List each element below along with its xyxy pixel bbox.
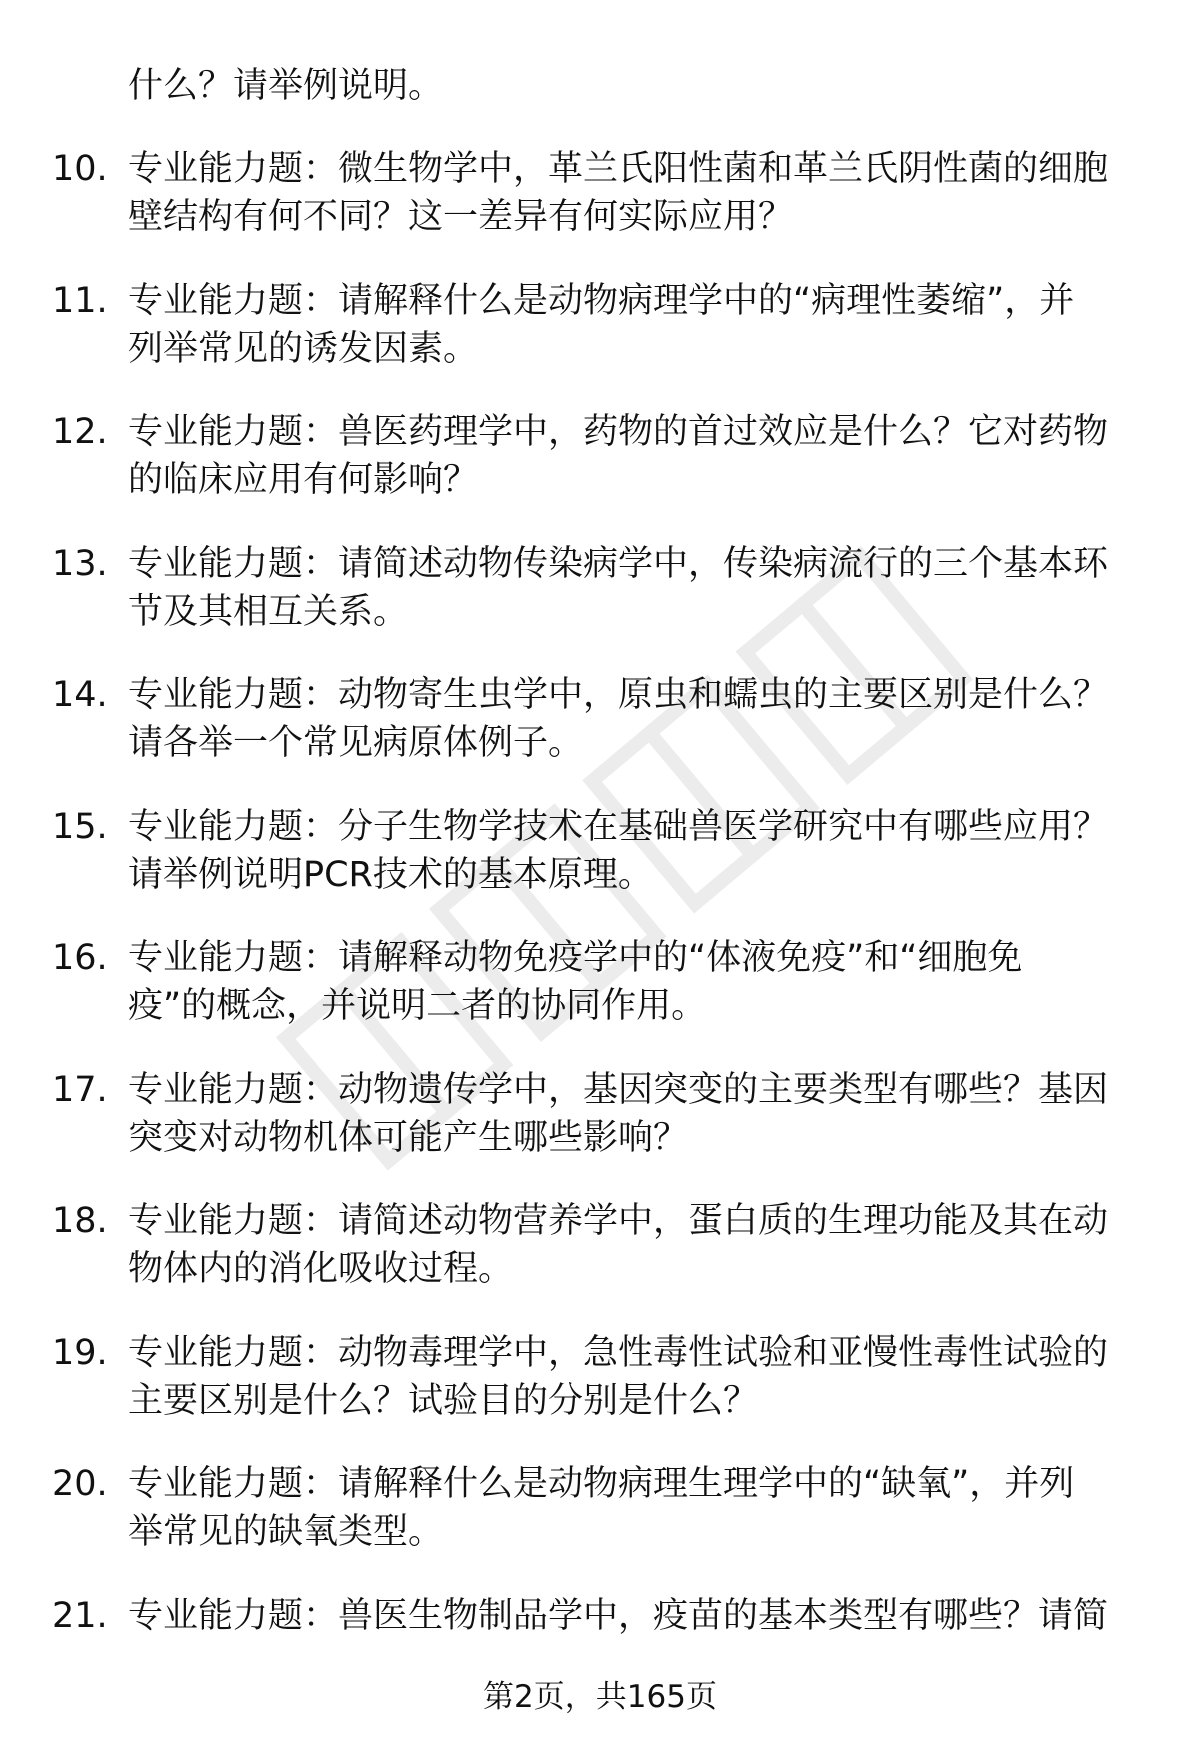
question-line: 疫”的概念，并说明二者的协同作用。: [128, 986, 707, 1026]
question-text: [128, 408, 1108, 504]
question-number: 20.: [52, 1464, 108, 1504]
question-number: 21.: [52, 1595, 108, 1636]
question-text: [128, 1066, 1108, 1162]
question-line: 专业能力题：请简述动物营养学中，蛋白质的生理功能及其在动: [128, 1201, 1109, 1241]
question-text: [128, 671, 1108, 767]
question-line: 主要区别是什么？试验目的分别是什么？: [128, 1380, 759, 1421]
question-number: 12.: [52, 412, 108, 452]
question-number: 11.: [52, 280, 108, 321]
question-text: [128, 1197, 1108, 1293]
page-footer: 第2页，共165页: [483, 1679, 717, 1715]
question-text: [128, 277, 1074, 373]
question-text: [128, 145, 1108, 241]
question-line: 壁结构有何不同？这一差异有何实际应用？: [128, 197, 794, 237]
question-line: 物体内的消化吸收过程。: [128, 1249, 514, 1289]
question-line: 专业能力题：动物遗传学中，基因突变的主要类型有哪些？基因: [128, 1069, 1109, 1110]
question-number: 10.: [52, 149, 108, 189]
question-line: 专业能力题：动物毒理学中，急性毒性试验和亚慢性毒性试验的: [128, 1332, 1109, 1373]
question-line: 请举例说明PCR技术的基本原理。: [128, 854, 653, 895]
question-text: [128, 540, 1108, 636]
question-text: [128, 934, 1022, 1030]
question-number: 18.: [52, 1201, 108, 1241]
question-line: 专业能力题：动物寄生虫学中，原虫和蠕虫的主要区别是什么？: [128, 675, 1109, 715]
question-line: 突变对动物机体可能产生哪些影响？: [128, 1117, 689, 1158]
question-number: 15.: [52, 806, 108, 847]
question-number: 16.: [52, 938, 108, 978]
question-number: 17.: [52, 1069, 108, 1110]
question-text: [128, 803, 1108, 899]
question-line: 专业能力题：请解释什么是动物病理生理学中的“缺氧”，并列: [128, 1464, 1075, 1504]
question-text: [128, 1460, 1074, 1556]
question-line: 专业能力题：微生物学中，革兰氏阳性菌和革兰氏阴性菌的细胞: [128, 149, 1109, 189]
question-line: 的临床应用有何影响？: [128, 460, 479, 500]
question-number: 14.: [52, 675, 108, 715]
question-number: 19.: [52, 1332, 108, 1373]
question-text: [128, 1329, 1108, 1425]
question-text: [128, 1592, 1108, 1640]
question-line: 专业能力题：请解释什么是动物病理学中的“病理性萎缩”，并: [128, 280, 1075, 321]
question-line: 专业能力题：兽医生物制品学中，疫苗的基本类型有哪些？请简: [128, 1595, 1109, 1636]
continuation-text: 什么？请举例说明。: [128, 66, 444, 106]
question-line: 专业能力题：兽医药理学中，药物的首过效应是什么？它对药物: [128, 412, 1109, 452]
question-line: 专业能力题：请解释动物免疫学中的“体液免疫”和“细胞免: [128, 938, 1023, 978]
question-line: 举常见的缺氧类型。: [128, 1512, 444, 1552]
question-number: 13.: [52, 543, 108, 584]
question-line: 请各举一个常见病原体例子。: [128, 723, 584, 763]
question-line: 专业能力题：分子生物学技术在基础兽医学研究中有哪些应用？: [128, 806, 1109, 847]
question-line: 节及其相互关系。: [128, 591, 409, 632]
question-line: 列举常见的诱发因素。: [128, 328, 479, 369]
question-line: 专业能力题：请简述动物传染病学中，传染病流行的三个基本环: [128, 543, 1109, 584]
